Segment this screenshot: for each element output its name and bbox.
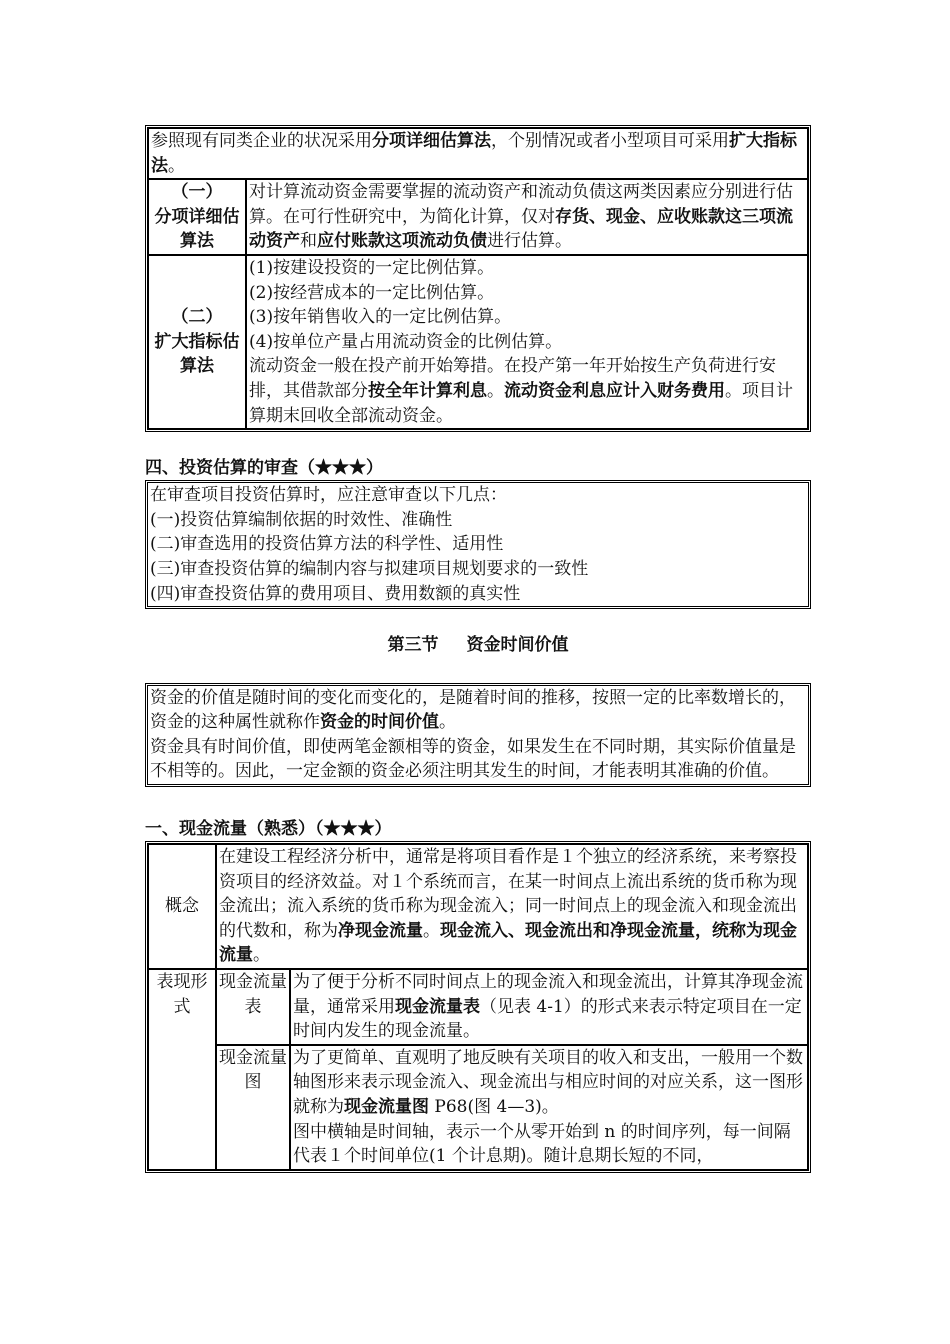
cashflow-chart-content: 为了更简单、直观明了地反映有关项目的收入和支出，一般用一个数轴图形来表示现金流入、现金流出与相应时间的对应关系，这一图形就称为现金流量图 P68(图 4—3)。 图中横轴是时间轴，表示一个从零开始到 n 的时间序列，每一间隔代表１个时间单位(1 个计息期)。随计息期长短的不同， (290, 1045, 808, 1170)
table-row (148, 179, 808, 255)
list-item: (3)按年销售收入的一定比例估算。 (249, 307, 512, 328)
concept-label: 概念 (148, 844, 216, 969)
review-heading: 四、投资估算的审查（★★★） (145, 458, 383, 479)
method2-label: （二） 扩大指标估 算法 (148, 255, 246, 429)
cashflow-table-content: 为了便于分析不同时间点上的现金流入和现金流出，计算其净现金流量，通常采用现金流量表（见表 4-1）的形式来表示特定项目在一定时间内发生的现金流量。 (290, 969, 808, 1045)
method2-content (246, 255, 808, 429)
section-name: 资金时间价值 (466, 635, 569, 656)
method1-label: （一） 分项详细估 算法 (148, 179, 246, 255)
cashflow-table (145, 841, 811, 1173)
intro-bold-expanded: 扩大指标法 (151, 131, 797, 176)
intro-text: 参照现有同类企业的状况采用 (151, 131, 372, 151)
table-row (148, 255, 808, 429)
list-item: (1)按建设投资的一定比例估算。 (249, 257, 495, 278)
list-item: (二)审查选用的投资估算方法的科学性、适用性 (150, 534, 504, 555)
intro-cell (148, 128, 808, 179)
cashflow-chart-label: 现金流量图 (216, 1045, 290, 1170)
list-item: (三)审查投资估算的编制内容与拟建项目规划要求的一致性 (150, 558, 589, 579)
method1-content: 对计算流动资金需要掌握的流动资产和流动负债这两类因素应分别进行估算。在可行性研究中，为简化计算，仅对存货、现金、应收账款这三项流动资产和应付账款这项流动负债进行估算。 (246, 179, 808, 255)
list-item: (4)按单位产量占用流动资金的比例估算。 (249, 331, 563, 352)
working-capital-table (145, 125, 811, 432)
table-row (148, 1045, 808, 1170)
concept-content: 在建设工程经济分析中，通常是将项目看作是１个独立的经济系统，来考察投资项目的经济效益。对１个系统而言，在某一时间点上流出系统的货币称为现金流出；流入系统的货币称为现金流入；同一时间点上的现金流入和现金流出的代数和，称为净现金流量。现金流入、现金流出和净现金流量，统称为现金流量。 (216, 844, 808, 969)
intro-bold-detailed: 分项详细估算法 (372, 131, 491, 151)
tvm-paragraph-1: 资金的价值是随时间的变化而变化的，是随着时间的推移，按照一定的比率数增长的，资金的这种属性就称作资金的时间价值。 (150, 687, 796, 733)
cashflow-heading: 一、现金流量（熟悉）（★★★） (145, 819, 392, 840)
cashflow-table-label: 现金流量表 (216, 969, 290, 1045)
tvm-box (145, 683, 811, 787)
method2-note: 流动资金一般在投产前开始筹措。在投产第一年开始按生产负荷进行安排，其借款部分按全年计算利息。流动资金利息应计入财务费用。项目计算期末回收全部流动资金。 (249, 356, 793, 426)
table-row (148, 844, 808, 969)
section-title (145, 633, 811, 658)
table-row (148, 969, 808, 1045)
section-number: 第三节 (387, 635, 439, 656)
intro-text: 。 (168, 155, 185, 176)
review-intro: 在审查项目投资估算时，应注意审查以下几点： (150, 485, 507, 506)
form-label: 表现形式 (148, 969, 216, 1170)
list-item: (2)按经营成本的一定比例估算。 (249, 282, 495, 303)
table-row (148, 128, 808, 179)
intro-text: ，个别情况或者小型项目可采用 (491, 131, 729, 151)
document-page (145, 125, 811, 1173)
review-box (145, 480, 811, 609)
list-item: (一)投资估算编制依据的时效性、准确性 (150, 509, 453, 530)
tvm-paragraph-2: 资金具有时间价值，即使两笔金额相等的资金，如果发生在不同时期，其实际价值量是不相等的。因此，一定金额的资金必须注明其发生的时间，才能表明其准确的价值。 (150, 736, 796, 782)
list-item: (四)审查投资估算的费用项目、费用数额的真实性 (150, 583, 521, 604)
